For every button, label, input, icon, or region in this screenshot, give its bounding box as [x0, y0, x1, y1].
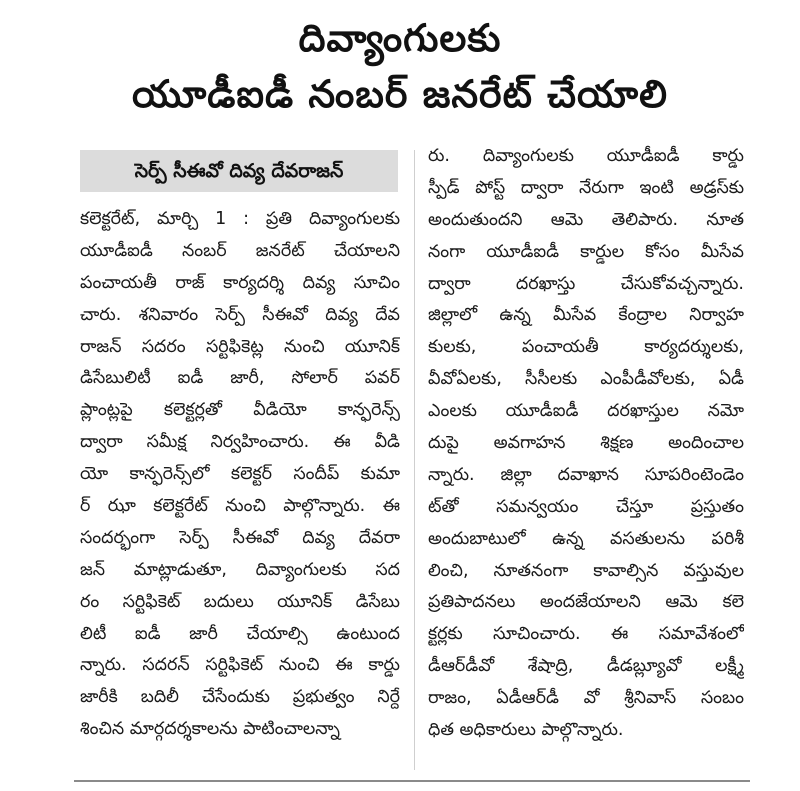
article-line: జన్ మాట్లాడుతూ, దివ్యాంగులకు సద	[80, 559, 400, 580]
article-line: కులకు, పంచాయతీ కార్యదర్శులకు,	[428, 337, 744, 358]
article-line: సందర్భంగా సెర్ప్ సీఈవో దివ్య దేవరా	[80, 527, 400, 548]
headline-line-1: దివ్యాంగులకు	[298, 16, 502, 60]
article-line: అందుతుందని ఆమె తెలిపారు. నూత	[428, 209, 744, 230]
article-line: దుపై అవగాహన శిక్షణ అందించాల	[428, 433, 744, 454]
article-line: జారీకి బదిలీ చేసేందుకు ప్రభుత్వం నిర్దే	[80, 687, 400, 708]
article-line: క్టర్లకు సూచించారు. ఈ సమావేశంలో	[428, 624, 744, 645]
article-line: యో కాన్ఫరెన్స్‌లో కలెక్టర్ సందీప్ కుమా	[80, 464, 400, 485]
article-line: ద్వారా సమీక్ష నిర్వహించారు. ఈ వీడి	[80, 432, 400, 453]
article-line: శించిన మార్గదర్శకాలను పాటించాలన్నా	[80, 719, 340, 740]
article-line: ప్రతిపాదనలు అందజేయాలని ఆమె కలె	[428, 592, 744, 613]
article-line: ద్వారా దరఖాస్తు చేసుకోవచ్చన్నారు.	[428, 273, 744, 294]
article-line: ధిత అధికారులు పాల్గొన్నారు.	[428, 720, 624, 741]
article-line: రం సర్టిఫికెట్ బదులు యూనిక్ డిసేబు	[80, 591, 400, 612]
article-line: ప్లాంట్లపై కలెక్టర్లతో వీడియో కాన్ఫరెన్స్	[80, 400, 400, 421]
article-line: స్పీడ్ పోస్ట్ ద్వారా నేరుగా ఇంటి అడ్రస్‌కు	[428, 177, 744, 198]
article-line: వీవోఏలకు, సీసీలకు ఎంపీడీవోలకు, ఏడీ	[428, 369, 744, 390]
bottom-rule	[74, 780, 750, 782]
article-line: నంగా యూడీఐడీ కార్డుల కోసం మీసేవ	[428, 241, 744, 262]
column-divider	[414, 150, 415, 770]
article-line: ఎంలకు యూడీఐడీ దరఖాస్తుల నమో	[428, 401, 744, 422]
article-line: లిటీ ఐడీ జారీ చేయాల్సి ఉంటుంద	[80, 623, 400, 644]
article-line: కలెక్టరేట్, మార్చి 1 : ప్రతి దివ్యాంగులకు	[80, 209, 400, 229]
article-line: ర్ ఝా కలెక్టరేట్ నుంచి పాల్గొన్నారు. ఈ	[80, 496, 400, 517]
article-line: జిల్లాలో ఉన్న మీసేవ కేంద్రాల నిర్వాహ	[428, 305, 744, 326]
article-line: అందుబాటులో ఉన్న వసతులను పరిశీ	[428, 528, 744, 549]
byline: సెర్ప్ సీఈవో దివ్య దేవరాజన్	[80, 150, 398, 192]
article-line: న్నారు. సదరన్ సర్టిఫికెట్ నుంచి ఈ కార్డు	[80, 655, 400, 676]
article-column-right	[428, 141, 744, 747]
article-line: రాజన్ సదరం సర్టిఫికెట్ల నుంచి యూనిక్	[80, 336, 400, 357]
article-line: డిసేబులిటీ ఐడీ జారీ, సోలార్ పవర్	[80, 368, 400, 389]
article-line: డీఆర్‌డీవో శేషాద్రి, డీడబ్ల్యూవో లక్ష్మీ	[428, 656, 744, 677]
article-line: ట్‌తో సమన్వయం చేస్తూ ప్రస్తుతం	[428, 496, 744, 517]
article-column-left	[80, 204, 400, 746]
headline-line-2: యూడీఐడీ నంబర్ జనరేట్ చేయాలి	[132, 72, 668, 116]
article-line: పంచాయతీ రాజ్ కార్యదర్శి దివ్య సూచిం	[80, 272, 400, 293]
article-line: రు. దివ్యాంగులకు యూడీఐడీ కార్డు	[428, 146, 744, 166]
article-line: యూడీఐడీ నంబర్ జనరేట్ చేయాలని	[80, 240, 400, 261]
article-line: న్నారు. జిల్లా దవాఖాన సూపరింటెండెం	[428, 464, 744, 485]
article-line: రాజం, ఏడీఆర్‌డీ వో శ్రీనివాస్ సంబం	[428, 688, 744, 709]
article-line: చారు. శనివారం సెర్ప్ సీఈవో దివ్య దేవ	[80, 304, 400, 325]
article-line: లించి, నూతనంగా కావాల్సిన వస్తువుల	[428, 560, 744, 581]
